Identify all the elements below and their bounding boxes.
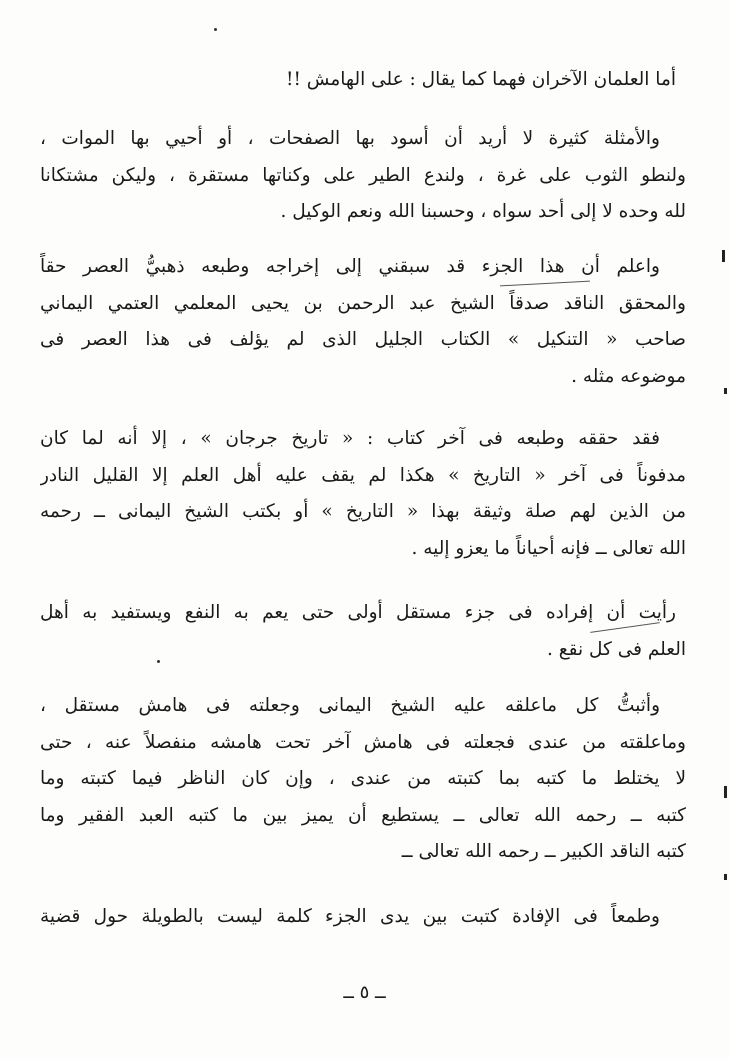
paragraph-line: لله وحده لا إلى أحد سواه ، وحسبنا الله ونعم الوكيل .: [280, 201, 686, 222]
paragraph-line: مدفوناً فى آخر « التاريخ » هكذا لم يقف عليه أهل العلم إلا القليل النادر: [40, 464, 686, 486]
paragraph-7: [40, 899, 686, 936]
paragraph-line: لا يختلط ما كتبه بما كتبته من عندى ، وإن كان الناظر فيما كتبته وما: [40, 768, 686, 789]
paragraph-line: من الذين لهم صلة وثيقة بهذا « التاريخ » أو بكتب الشيخ اليمانى ــ رحمه: [40, 501, 686, 522]
scan-speck: [214, 28, 217, 31]
paragraph-line: كتبه ــ رحمه الله تعالى ــ يستطيع أن يميز بين ما كتبه العبد الفقير وما: [40, 804, 686, 826]
paragraph-line: الله تعالى ــ فإنه أحياناً ما يعزو إليه .: [411, 537, 686, 559]
paragraph-5: [40, 595, 686, 668]
paragraph-line: موضوعه مثله .: [571, 365, 686, 387]
paragraph-6: [40, 688, 686, 871]
paragraph-line: كتبه الناقد الكبير ــ رحمه الله تعالى ــ: [401, 841, 686, 862]
scan-speck: [157, 660, 160, 663]
scan-edge-mark: [724, 786, 727, 798]
paragraph-line: فقد حققه وطبعه فى آخر كتاب : « تاريخ جرجان » ، إلا أنه لما كان: [40, 428, 660, 449]
paragraph-line: والأمثلة كثيرة لا أريد أن أسود بها الصفحات ، أو أحيي بها الموات ،: [40, 128, 660, 149]
scan-edge-mark: [724, 388, 727, 394]
paragraph-1: [40, 62, 686, 99]
paragraph-3: [40, 249, 686, 395]
scan-edge-mark: [724, 874, 727, 880]
paragraph-4: [40, 421, 686, 567]
paragraph-line: العلم فى كل نقع .: [547, 638, 686, 660]
paragraph-line: صاحب « التنكيل » الكتاب الجليل الذى لم يؤلف فى هذا العصر فى: [40, 329, 686, 350]
paragraph-line: ولنطو الثوب على غرة ، ولندع الطير على وكناتها مستقرة ، وليكن مشتكانا: [40, 164, 686, 186]
paragraph-line: رأيت أن إفراده فى جزء مستقل أولى حتى يعم به النفع ويستفيد به أهل: [40, 602, 676, 623]
paragraph-line: وماعلقته من عندى فجعلته فى هامش آخر تحت هامشه منفصلاً عنه ، حتى: [40, 731, 686, 753]
paragraph-2: [40, 121, 686, 231]
scan-edge-mark: [722, 250, 725, 262]
paragraph-line: واعلم أن هذا الجزء قد سبقني إلى إخراجه وطبعه ذهبيُّ العصر حقاً: [40, 256, 660, 277]
paragraph-line: أما العلمان الآخران فهما كما يقال : على الهامش !!: [286, 69, 676, 90]
page-number: ــ ٥ ــ: [343, 982, 386, 1003]
paragraph-line: والمحقق الناقد صدقاً الشيخ عبد الرحمن بن يحيى المعلمي العتمي اليماني: [40, 292, 686, 314]
paragraph-line: وأثبتُّ كل ماعلقه عليه الشيخ اليمانى وجعلته فى هامش مستقل ،: [40, 695, 660, 716]
paragraph-line: وطمعاً فى الإفادة كتبت بين يدى الجزء كلمة ليست بالطويلة حول قضية: [40, 906, 660, 927]
